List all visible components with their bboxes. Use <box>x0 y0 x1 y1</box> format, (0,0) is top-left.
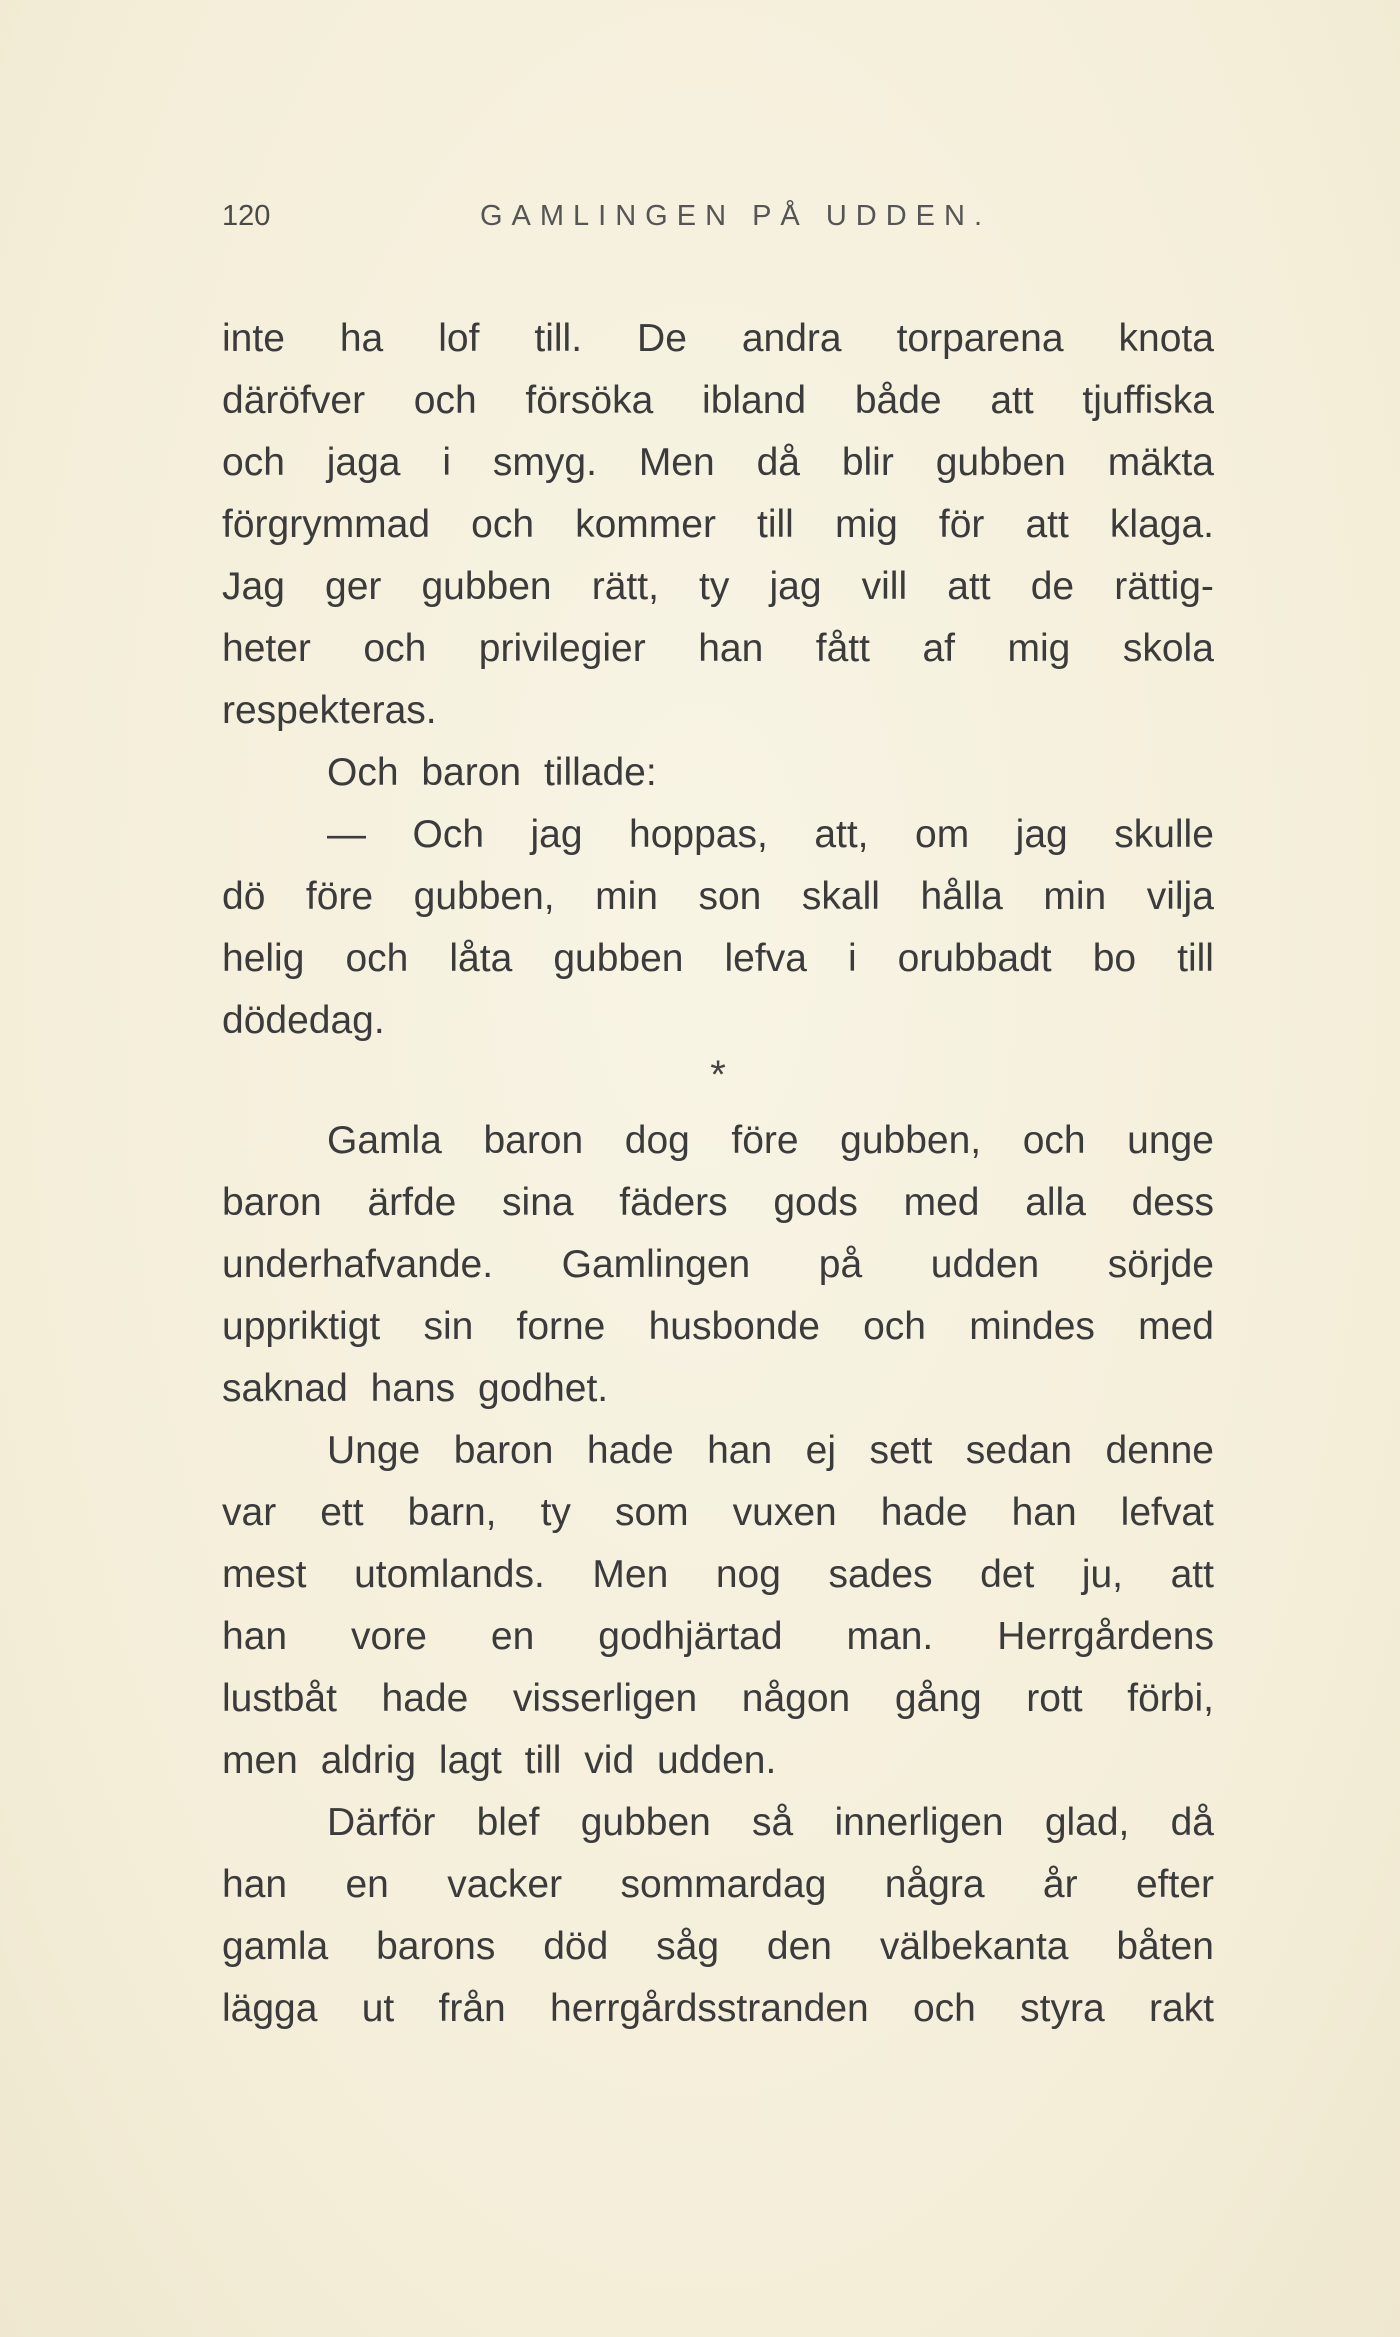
text-line: var ett barn, ty som vuxen hade han lefvat <box>222 1491 1214 1534</box>
text-line: helig och låta gubben lefva i orubbadt bo till <box>222 937 1214 980</box>
text-line: gamla barons död såg den välbekanta båten <box>222 1925 1214 1968</box>
text-line: han en vacker sommardag några år efter <box>222 1863 1214 1906</box>
text-line: dödedag. <box>222 999 385 1042</box>
text-line: förgrymmad och kommer till mig för att klaga. <box>222 503 1214 546</box>
text-line: respekteras. <box>222 689 437 732</box>
text-line: inte ha lof till. De andra torparena knota <box>222 317 1214 360</box>
text-line: han vore en godhjärtad man. Herrgårdens <box>222 1615 1214 1658</box>
page-number: 120 <box>222 200 271 232</box>
running-title: GAMLINGEN PÅ UDDEN. <box>480 200 991 232</box>
text-line: Därför blef gubben så innerligen glad, då <box>327 1801 1214 1844</box>
text-line: dö före gubben, min son skall hålla min vilja <box>222 875 1214 918</box>
text-line: lägga ut från herrgårdsstranden och styra rakt <box>222 1987 1214 2030</box>
text-line: Jag ger gubben rätt, ty jag vill att de rättig- <box>222 565 1214 608</box>
text-line: Unge baron hade han ej sett sedan denne <box>327 1429 1214 1472</box>
text-line: — Och jag hoppas, att, om jag skulle <box>327 813 1214 856</box>
text-line: mest utomlands. Men nog sades det ju, att <box>222 1553 1214 1596</box>
text-line: lustbåt hade visserligen någon gång rott förbi, <box>222 1677 1214 1720</box>
page-header <box>222 200 1222 244</box>
text-line: heter och privilegier han fått af mig skola <box>222 627 1214 670</box>
text-line: uppriktigt sin forne husbonde och mindes med <box>222 1305 1214 1348</box>
text-line: men aldrig lagt till vid udden. <box>222 1739 777 1782</box>
section-break-asterisk: * <box>710 1053 726 1097</box>
text-line: saknad hans godhet. <box>222 1367 609 1410</box>
text-line: underhafvande. Gamlingen på udden sörjde <box>222 1243 1214 1286</box>
text-line: baron ärfde sina fäders gods med alla dess <box>222 1181 1214 1224</box>
text-line: däröfver och försöka ibland både att tjuffiska <box>222 379 1214 422</box>
text-line: Gamla baron dog före gubben, och unge <box>327 1119 1214 1162</box>
text-line: Och baron tillade: <box>327 751 657 794</box>
body-text <box>222 308 1214 2040</box>
text-line: och jaga i smyg. Men då blir gubben mäkta <box>222 441 1214 484</box>
